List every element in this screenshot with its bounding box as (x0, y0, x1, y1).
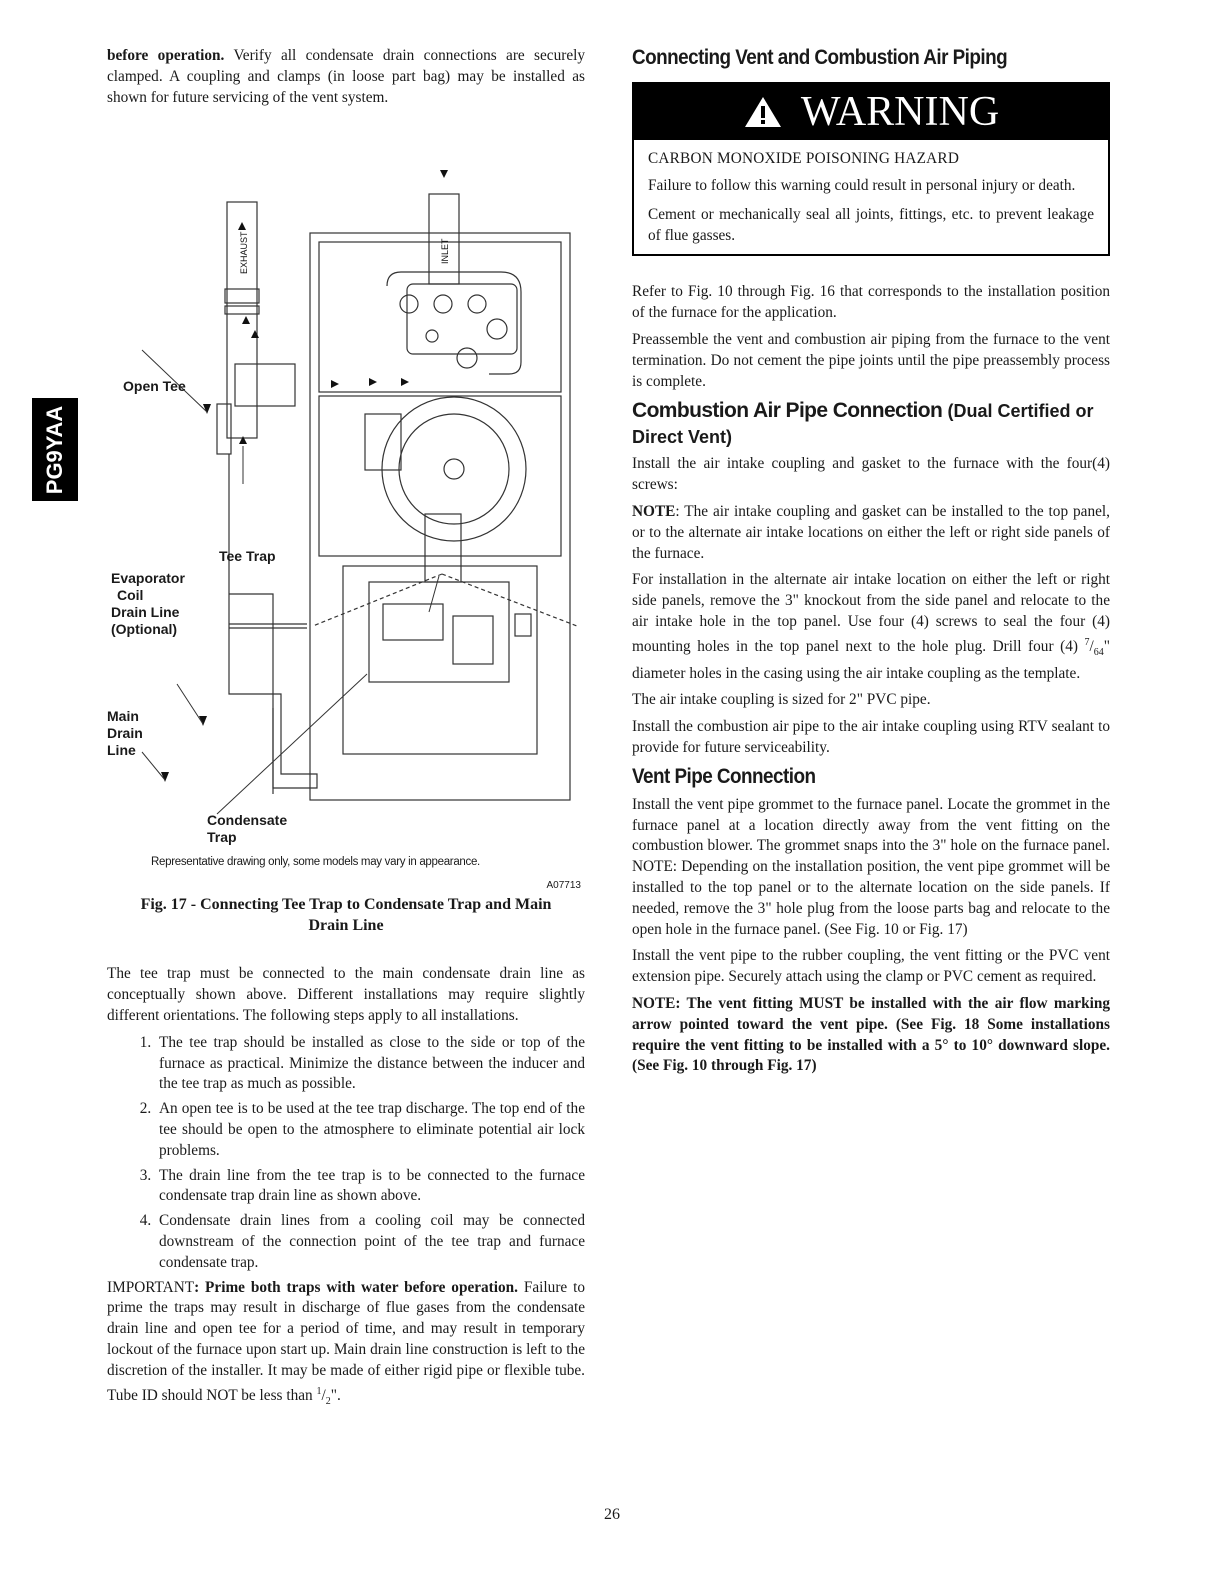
important-label: IMPORTANT (107, 1278, 195, 1296)
h2-main: Combustion Air Pipe Connection (632, 399, 948, 423)
refer-paragraph: Refer to Fig. 10 through Fig. 16 that corresponds to the installation position of the furnace for the application. (632, 283, 1110, 322)
evap-line3: Drain Line (111, 604, 180, 621)
frac-den: 2 (325, 1395, 331, 1407)
evap-line2: Coil (117, 587, 144, 604)
tee-trap-label: Tee Trap (219, 548, 276, 565)
install-coupling-paragraph: Install the air intake coupling and gasket to the furnace with the four(4) screws: (632, 455, 1110, 494)
exhaust-arrow-icon (238, 222, 246, 230)
section-heading-combustion (632, 398, 1110, 450)
intro-paragraph (107, 46, 585, 108)
exhaust-label: EXHAUST (239, 231, 249, 275)
section-heading-vent-pipe: Vent Pipe Connection (632, 764, 816, 788)
step-3: 3. The drain line from the tee trap is to be connected to the furnace condensate trap drain line as shown above. (155, 1166, 585, 1208)
rtv-paragraph: Install the combustion air pipe to the air intake coupling using RTV sealant to provide for future serviceability. (632, 718, 1110, 757)
figure-code: A07713 (546, 880, 581, 892)
important-paragraph (107, 1278, 585, 1413)
side-tab (32, 398, 78, 501)
evaporator-label (111, 570, 185, 638)
p4-den: 64 (1093, 646, 1104, 658)
bold-note-paragraph: NOTE: The vent fitting MUST be installed with the air flow marking arrow pointed toward the vent pipe. (See Fig. 18 Some installations require the vent fitting to be installed with a 5° to 10° downward slope. (See Fig. 10 through Fig. 17) (632, 995, 1110, 1075)
page-number: 26 (604, 1506, 620, 1523)
intro-rest: Verify all condensate drain connections are securely clamped. A coupling and clamps (in loose part bag) may be installed as shown for future servicing of the vent system. (107, 47, 586, 106)
h2-small: (Dual Certified or Direct Vent) (632, 401, 1094, 448)
figure-note: Representative drawing only, some models may vary in appearance. (151, 856, 480, 869)
alternate-location-paragraph (632, 570, 1110, 684)
open-tee-label: Open Tee (123, 378, 186, 395)
warning-body (634, 140, 1108, 254)
p4-num: 7 (1084, 636, 1090, 648)
cond-line1: Condensate (207, 812, 288, 829)
cond-line2: Trap (207, 829, 237, 846)
section-heading-vent: Connecting Vent and Combustion Air Piping (632, 46, 1008, 69)
p4-slash: / (1089, 637, 1094, 655)
warning-p2: Cement or mechanically seal all joints, fittings, etc. to prevent leakage of flue gasses. (648, 205, 1094, 244)
preassemble-paragraph: Preassemble the vent and combustion air piping from the furnace to the vent termination. Do not cement the pipe joints until the pipe preassembly process is complete. (632, 330, 1110, 390)
steps-list (107, 1033, 585, 1274)
furnace-drawing (107, 114, 585, 854)
step-1: 1. The tee trap should be installed as close to the side or top of the furnace as practical. Minimize the distance between the inducer and the tee trap as much as possible. (155, 1033, 585, 1095)
warning-title: WARNING (800, 89, 1000, 135)
main-line2: Drain (107, 725, 143, 742)
step-2: 2. An open tee is to be used at the tee trap discharge. The top end of the tee should be open to the atmosphere to eliminate potential air lock problems. (155, 1099, 585, 1161)
evap-line1: Evaporator (111, 570, 185, 587)
main-line3: Line (107, 742, 136, 759)
main-drain-label (107, 708, 143, 759)
frac-num: 1 (316, 1385, 322, 1397)
frac-tail: ". (330, 1386, 341, 1404)
inlet-arrow-icon (440, 170, 448, 178)
p4-b: " diameter holes in the casing using the air intake coupling as the template. (632, 637, 1110, 682)
note-label: NOTE (632, 502, 676, 520)
vent-pipe-paragraph: Install the vent pipe to the rubber coupling, the vent fitting or the PVC vent extension pipe. Securely attach using the clamp or PVC cement as required. (632, 947, 1110, 986)
left-column (107, 46, 585, 1418)
warning-box (632, 82, 1110, 256)
pipe-size-paragraph: The air intake coupling is sized for 2" PVC pipe. (632, 691, 931, 709)
note-paragraph (632, 502, 1110, 564)
main-line1: Main (107, 708, 139, 725)
warning-p1: Failure to follow this warning could result in personal injury or death. (648, 177, 1076, 194)
figure-caption (107, 894, 585, 936)
important-bold: : Prime both traps with water before operation. (194, 1278, 519, 1296)
frac-slash: / (321, 1386, 326, 1404)
condensate-trap-label (207, 812, 287, 846)
furnace-cabinet (310, 233, 570, 800)
grommet-paragraph: Install the vent pipe grommet to the furnace panel. Locate the grommet in the furnace panel at a location directly away from the vent fitting on the combustion blower. The grommet snaps into the 3" hole on the furnace panel. NOTE: Depending on the installation position, the vent pipe grommet will be installed to the top panel or to the alternate location on the side panels. If needed, remove the 3" hole plug from the loose parts bag and relocate to the open hole in the furnace panel. (See Fig. 10 or Fig. 17) (632, 795, 1110, 938)
warning-header (634, 84, 1108, 140)
evap-line4: (Optional) (111, 621, 178, 638)
hazard-title: CARBON MONOXIDE POISONING HAZARD (648, 150, 960, 167)
figure-17 (107, 114, 585, 892)
inlet-label: INLET (440, 238, 450, 265)
tee-trap-paragraph: The tee trap must be connected to the main condensate drain line as conceptually shown above. Different installations may require slightly different orientations. The following steps apply to all installations. (107, 965, 585, 1024)
note-text: : The air intake coupling and gasket can be installed to the top panel, or to the alternate air intake locations on either the left or right side panels of the furnace. (632, 502, 1110, 562)
warning-triangle-icon (743, 95, 783, 129)
open-tee (235, 364, 295, 406)
right-column (632, 46, 1110, 1083)
control-board (369, 582, 509, 682)
caption-line1: Fig. 17 - Connecting Tee Trap to Condensate Trap and Main (140, 896, 552, 914)
intro-bold: before operation. (107, 47, 225, 64)
step-4: 4. Condensate drain lines from a cooling coil may be connected downstream of the connection point of the tee trap and furnace condensate trap. (155, 1211, 585, 1273)
blower-wheel (382, 397, 526, 541)
side-tab-label: PG9YAA (42, 405, 67, 494)
caption-line2: Drain Line (308, 917, 384, 935)
p4-a: For installation in the alternate air intake location on either the left or right side panels, remove the 3" knockout from the side panel and relocate to the air intake hole in the top panel. Use four (4) screws to seal the four (4) mounting holes in the top panel next to the hole plug. Drill four (4) (632, 571, 1110, 655)
important-rest: Failure to prime the traps may result in discharge of flue gases from the condensate drain line and open tee for a period of time, and may result in temporary lockout of the furnace upon start up. Main drain line construction is left to the discretion of the installer. It may be made of either rigid pipe or flexible tube. Tube ID should NOT be less than (107, 1278, 585, 1404)
